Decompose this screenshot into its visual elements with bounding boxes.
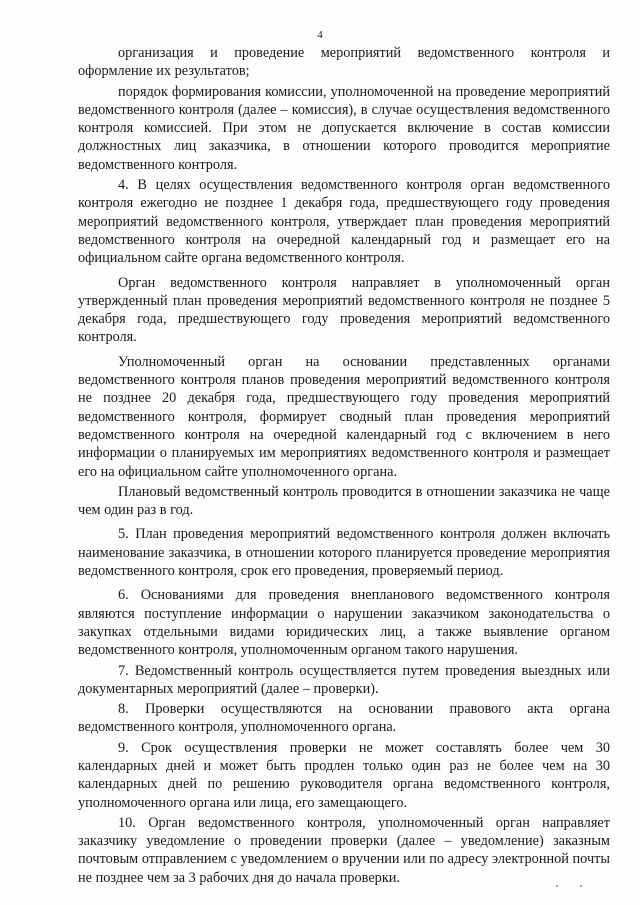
paragraph-10-notification: 10. Орган ведомственного контроля, уполномоченный орган направляет заказчику уведомление о проведении проверки (далее – уведомление) заказным почтовым отправлением с уведомлением о вручении или по адресу электронной почты не позднее чем за 3 рабочих дня до начала проверки. xyxy=(78,814,610,886)
paragraph-9-duration: 9. Срок осуществления проверки не может составлять более чем 30 календарных дней и может быть продлен только один раз не более чем на 30 календарных дней по решению руководителя органа ведомственного контроля, уполномоченного органа или лица, его замещающего. xyxy=(78,739,610,811)
paragraph-planned-frequency: Плановый ведомственный контроль проводится в отношении заказчика не чаще чем один раз в год. xyxy=(78,483,610,519)
paragraph-8-legal-act: 8. Проверки осуществляются на основании правового акта органа ведомственного контроля, уполномоченного органа. xyxy=(78,701,610,736)
paragraph-plan-submission: Орган ведомственного контроля направляет в уполномоченный орган утвержденный план проведения мероприятий ведомственного контроля не позднее 5 декабря года, предшествующего году проведения мероприятий ведомственного контроля. xyxy=(78,274,610,346)
paragraph-6-unscheduled: 6. Основаниями для проведения внепланового ведомственного контроля являются поступление информации о нарушении заказчиком законодательства о закупках отдельными видами юридических лиц, а также выявление органом ведомственного контроля, уполномоченным органом такого нарушения. xyxy=(78,587,610,659)
scan-speck xyxy=(580,885,582,887)
paragraph-organization: организация и проведение мероприятий ведомственного контроля и оформление их результатов; xyxy=(78,45,610,80)
scan-speck xyxy=(556,885,558,887)
paragraph-consolidated-plan: Уполномоченный орган на основании представленных органами ведомственного контроля планов проведения мероприятий ведомственного контроля не позднее 20 декабря года, предшествующего году проведения мероприятий ведомственного контроля, формирует сводный план проведения мероприятий ведомственного контроля на очередной календарный год с включением в него информации о планируемых им мероприятиях ведомственного контроля и размещает его на официальном сайте уполномоченного органа. xyxy=(78,353,610,480)
page-number: 4 xyxy=(317,29,323,41)
paragraph-7-inspections: 7. Ведомственный контроль осуществляется путем проведения выездных или документарных мероприятий (далее – проверки). xyxy=(78,662,610,697)
paragraph-4-plan: 4. В целях осуществления ведомственного контроля орган ведомственного контроля ежегодно не позднее 1 декабря года, предшествующего году проведения мероприятий ведомственного контроля, утверждает план проведения мероприятий ведомственного контроля на очередной календарный год и размещает его на официальном сайте органа ведомственного контроля. xyxy=(78,177,610,267)
document-body xyxy=(78,44,610,887)
paragraph-5-plan-content: 5. План проведения мероприятий ведомственного контроля должен включать наименование заказчика, в отношении которого планируется проведение мероприятия ведомственного контроля, срок его проведения, проверяемый период. xyxy=(78,526,610,580)
paragraph-commission: порядок формирования комиссии, уполномоченной на проведение мероприятий ведомственного контроля (далее – комиссия), в случае осуществления ведомственного контроля комиссией. При этом не допускается включение в состав комиссии должностных лиц заказчика, в отношении которого проводится мероприятие ведомственного контроля. xyxy=(78,83,610,173)
